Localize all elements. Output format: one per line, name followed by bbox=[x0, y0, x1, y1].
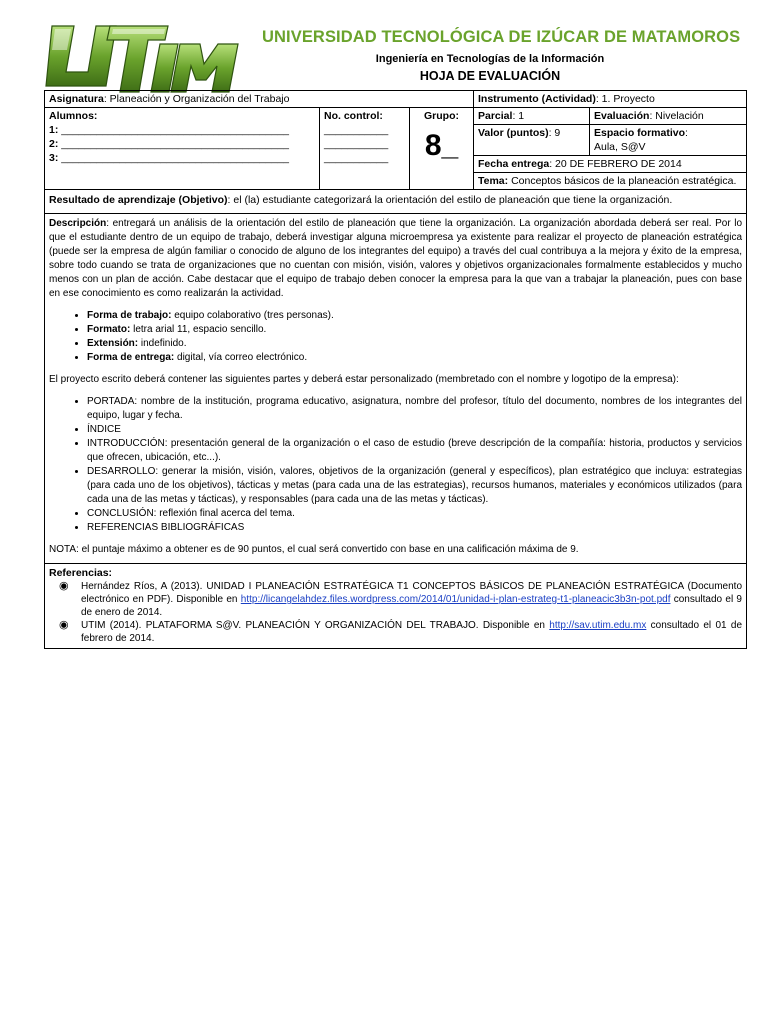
alumno-line-3[interactable]: 3: _______________________________________ bbox=[49, 152, 290, 164]
tema-label: Tema: bbox=[478, 175, 509, 187]
requisito-item: • Forma de trabajo: equipo colaborativo (tres personas). bbox=[87, 309, 742, 323]
evaluacion-cell bbox=[590, 108, 747, 125]
alumno-line-2[interactable]: 2: _______________________________________ bbox=[49, 138, 290, 150]
requisito-item: • Forma de entrega: digital, vía correo electrónico. bbox=[87, 351, 742, 365]
parte-item: • CONCLUSIÓN: reflexión final acerca del tema. bbox=[87, 507, 742, 521]
asignatura-value: : Planeación y Organización del Trabajo bbox=[103, 93, 290, 105]
espacio-label: Espacio formativo bbox=[594, 127, 686, 139]
instrumento-label: Instrumento (Actividad) bbox=[478, 93, 596, 105]
requisito-item: • Extensión: indefinido. bbox=[87, 337, 742, 351]
parte-item: • PORTADA: nombre de la institución, programa educativo, asignatura, nombre del profesor, título del documento, nombres de los integrantes del equipo, lugar y fecha. bbox=[87, 395, 742, 423]
referencia-item: ◉ UTIM (2014). PLATAFORMA S@V. PLANEACIÓN Y ORGANIZACIÓN DEL TRABAJO. Disponible en http://sav.utim.edu.mx consultado el 01 de febrero de 2014. bbox=[59, 619, 743, 644]
parcial-cell bbox=[474, 108, 590, 125]
referencias-cell bbox=[45, 564, 747, 649]
bullet-icon: ◉ bbox=[59, 619, 69, 631]
valor-value: : 9 bbox=[548, 127, 561, 139]
nota-paragraph: NOTA: el puntaje máximo a obtener es de 90 puntos, el cual será convertido con base en una calificación máxima de 9. bbox=[49, 544, 579, 555]
referencia-link-2[interactable]: http://sav.utim.edu.mx bbox=[549, 620, 647, 631]
espacio-cell bbox=[590, 125, 747, 156]
row-asignatura bbox=[45, 91, 747, 108]
control-cell bbox=[320, 108, 410, 190]
control-line-3[interactable]: ___________ bbox=[324, 152, 389, 164]
alumno-line-1[interactable]: 1: _______________________________________ bbox=[49, 124, 290, 136]
requisitos-list bbox=[49, 309, 742, 365]
parcial-label: Parcial bbox=[478, 110, 513, 122]
parte-item: • ÍNDICE bbox=[87, 423, 742, 437]
instrumento-cell bbox=[474, 91, 747, 108]
asignatura-label: Asignatura bbox=[49, 93, 104, 105]
asignatura-cell bbox=[45, 91, 474, 108]
resultado-text: : el (la) estudiante categorizará la orientación del estilo de planeación que tiene la organización. bbox=[227, 194, 673, 206]
grupo-value: 8_ bbox=[424, 129, 459, 162]
tema-value: Conceptos básicos de la planeación estratégica. bbox=[511, 175, 737, 187]
resultado-cell bbox=[45, 190, 747, 214]
row-resultado bbox=[45, 190, 747, 214]
program-name: Ingeniería en Tecnologías de la Información bbox=[375, 53, 605, 65]
parcial-value: : 1 bbox=[512, 110, 525, 122]
parte-item: • INTRODUCCIÓN: presentación general de la organización o el caso de estudio (breve descripción de la compañía: historia, productos y servicios que ofrecen, ubicación, etc...). bbox=[87, 437, 742, 465]
referencia-item: ◉ Hernández Ríos, A (2013). UNIDAD I PLANEACIÓN ESTRATÉGICA T1 CONCEPTOS BÁSICOS DE PLANEACIÓN ESTRATÉGICA (Documento electrónico en PDF). Disponible en http://licangelahdez.files.wordpress.com/2014/01/unidad-i-plan-estrateg-t1-planeacic3b3n-pot.pdf consultado el 9 de enero de 2014. bbox=[59, 580, 743, 618]
control-label: No. control: bbox=[324, 110, 383, 122]
parte-item: • DESARROLLO: generar la misión, visión, valores, objetivos de la organización (general y específicos), plan estratégico que incluya: estrategias (para cada uno de los objetivos), tácticas y metas (para cada una de las estrategias), recursos humanos, materiales y económicos utilizados (para cada una de las metas y tácticas), y responsables (para cada una de las metas y tácticas). bbox=[87, 465, 742, 507]
proyecto-paragraph: El proyecto escrito deberá contener las siguientes partes y deberá estar personalizado (membretado con el nombre y logotipo de la empresa): bbox=[49, 374, 679, 385]
bullet-icon: ◉ bbox=[59, 580, 69, 592]
evaluacion-value: : Nivelación bbox=[649, 110, 704, 122]
referencias-list bbox=[49, 580, 742, 645]
descripcion-label: Descripción bbox=[49, 218, 107, 229]
espacio-value: : bbox=[685, 127, 688, 139]
row-alumnos bbox=[45, 108, 747, 125]
alumnos-cell bbox=[45, 108, 320, 190]
grupo-cell bbox=[410, 108, 474, 190]
espacio-value-2: Aula, S@V bbox=[594, 141, 646, 153]
tema-cell bbox=[474, 173, 747, 190]
resultado-label: Resultado de aprendizaje (Objetivo) bbox=[49, 194, 228, 206]
referencias-label: Referencias: bbox=[49, 567, 113, 579]
requisito-item: • Formato: letra arial 11, espacio sencillo. bbox=[87, 323, 742, 337]
valor-label: Valor (puntos) bbox=[478, 127, 549, 139]
partes-list bbox=[49, 395, 742, 535]
descripcion-cell bbox=[45, 214, 747, 564]
alumnos-label: Alumnos: bbox=[49, 110, 98, 122]
instrumento-value: : 1. Proyecto bbox=[595, 93, 655, 105]
evaluacion-label: Evaluación bbox=[594, 110, 650, 122]
descripcion-text: : entregará un análisis de la orientación del estilo de planeación que tiene la organización. La organización abordada deberá ser real. Por lo que el estudiante dentro de un equipo de trabajo, deberá investigar alguna microempresa ya existente para realizar el proyecto de planeación estratégica (puede ser la empresa de algún familiar o conocido de alguno de los integrantes del equipo) a través del cual contribuya a la mejora y éxito de la empresa, sobre todo cuando se trata de organizaciones que no cuentan con misión, visión, valores y objetivos organizacionales formalmente establecidos y mucho menos con un plan de acción. Cabe destacar que el equipo de trabajo deben conocer la empresa para la que van a trabajar la planeación, pues con base en ese conocimiento es como realizarán la actividad. bbox=[49, 218, 743, 299]
row-referencias bbox=[45, 564, 747, 649]
valor-cell bbox=[474, 125, 590, 156]
university-name: UNIVERSIDAD TECNOLÓGICA DE IZÚCAR DE MATAMOROS bbox=[262, 28, 741, 46]
fecha-value: : 20 DE FEBRERO DE 2014 bbox=[549, 158, 682, 170]
descripcion-paragraph bbox=[49, 217, 742, 301]
control-line-1[interactable]: ___________ bbox=[324, 124, 389, 136]
control-line-2[interactable]: ___________ bbox=[324, 138, 389, 150]
fecha-cell bbox=[474, 156, 747, 173]
row-descripcion bbox=[45, 214, 747, 564]
evaluation-table bbox=[44, 90, 747, 649]
grupo-label: Grupo: bbox=[424, 110, 459, 122]
parte-item: • REFERENCIAS BIBLIOGRÁFICAS bbox=[87, 521, 742, 535]
referencia-link-1[interactable]: http://licangelahdez.files.wordpress.com/2014/01/unidad-i-plan-estrateg-t1-planeacic3b3n-pot.pdf bbox=[240, 594, 671, 605]
document-title: HOJA DE EVALUACIÓN bbox=[419, 69, 561, 83]
fecha-label: Fecha entrega bbox=[478, 158, 550, 170]
